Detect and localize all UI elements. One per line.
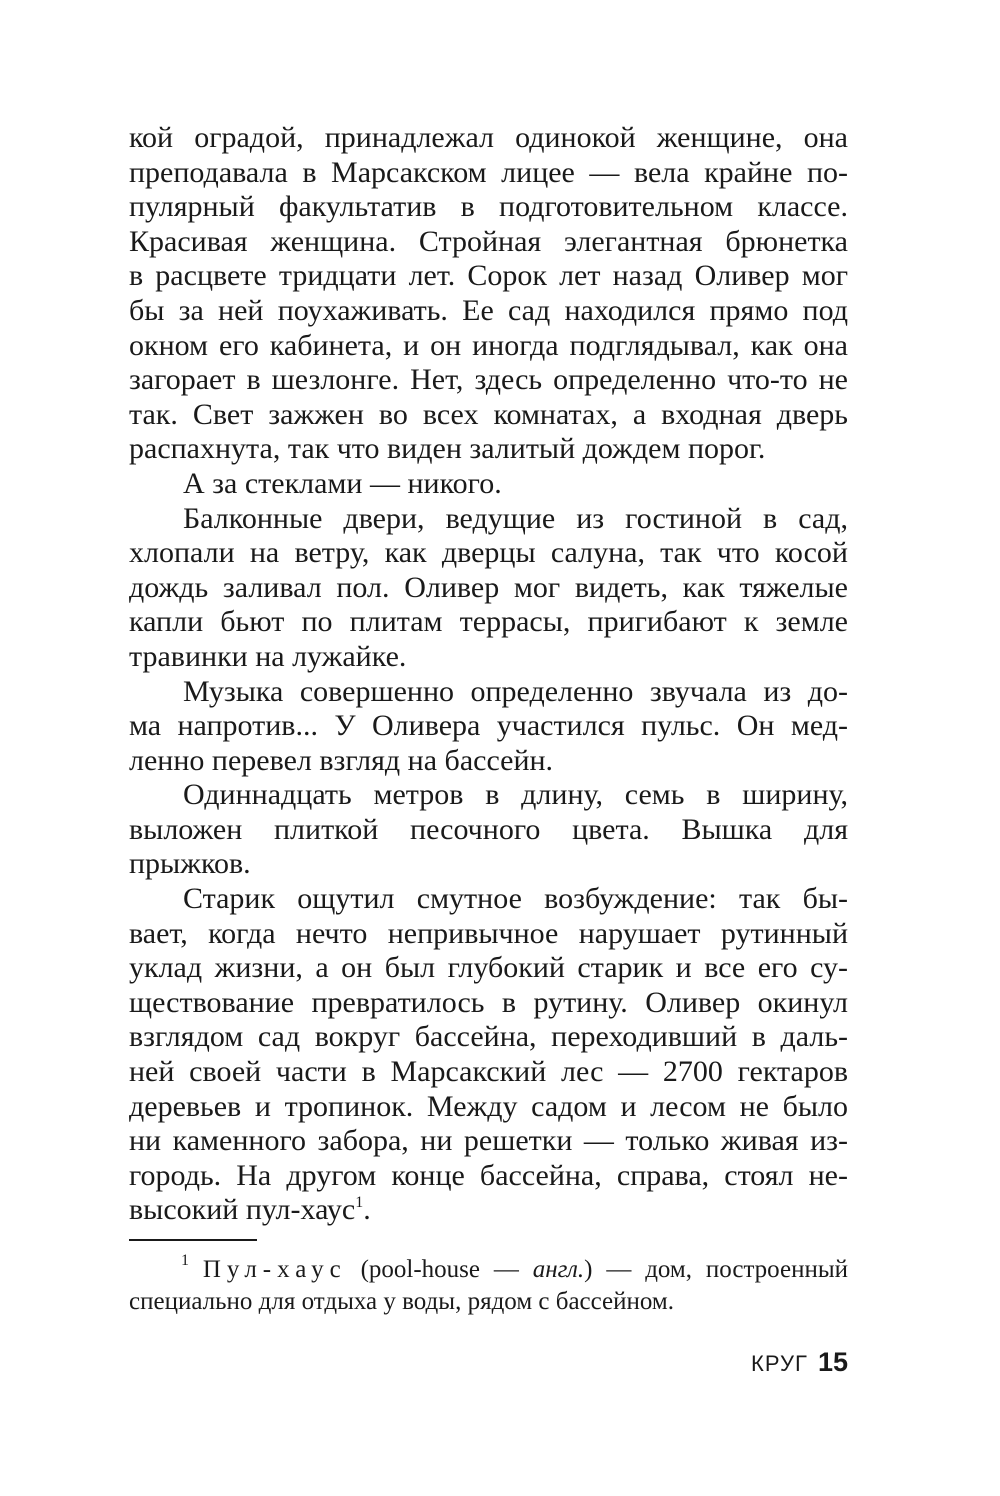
running-head: КРУГ bbox=[751, 1351, 808, 1376]
paragraph-start: Музыка совершенно определенно звучала из до- bbox=[183, 674, 848, 708]
text-line: ма напротив... У Оливера участился пульс. Он мед- bbox=[129, 709, 848, 743]
text-line: вает, когда нечто непривычное нарушает рутинный bbox=[129, 916, 848, 950]
paragraph-start: Балконные двери, ведущие из гостиной в сад, bbox=[183, 501, 848, 535]
text-line: уклад жизни, а он был глубокий старик и все его су- bbox=[129, 951, 848, 985]
footnote-reference[interactable]: 1 bbox=[355, 1194, 364, 1212]
text-line: бы за ней поухаживать. Ее сад находился прямо под bbox=[129, 293, 848, 327]
text-line: ществование превратилось в рутину. Оливер окинул bbox=[129, 985, 848, 1019]
footnote-text: ) — дом, построенный bbox=[584, 1256, 849, 1283]
text-line: прыжков. bbox=[129, 847, 251, 881]
text-line: ни каменного забора, ни решетки — только живая из- bbox=[129, 1124, 848, 1158]
text-line bbox=[129, 1193, 848, 1228]
text-line: травинки на лужайке. bbox=[129, 639, 407, 673]
text-line: Красивая женщина. Стройная элегантная брюнетка bbox=[129, 224, 848, 258]
footnote bbox=[129, 1254, 848, 1318]
text-line: загорает в шезлонге. Нет, здесь определенно что-то не bbox=[129, 363, 848, 397]
text-line-end: . bbox=[363, 1193, 371, 1227]
page-number: 15 bbox=[817, 1347, 848, 1377]
footnote-term: Пул-хаус bbox=[202, 1256, 347, 1283]
page-footer bbox=[751, 1347, 848, 1378]
text-line: дождь заливал пол. Оливер мог видеть, как тяжелые bbox=[129, 570, 848, 604]
footnote-text: (pool-house — bbox=[346, 1256, 533, 1283]
paragraph-start: А за стеклами — никого. bbox=[183, 466, 502, 500]
text-line-content: высокий пул-хаус bbox=[129, 1193, 356, 1227]
text-line: ней своей части в Марсакский лес — 2700 гектаров bbox=[129, 1055, 848, 1089]
text-line: хлопали на ветру, как дверцы салуна, так что косой bbox=[129, 536, 848, 570]
footnote-rule bbox=[129, 1239, 257, 1241]
text-line: преподавала в Марсакском лицее — вела крайне по- bbox=[129, 155, 848, 189]
paragraph-start: Одиннадцать метров в длину, семь в ширину, bbox=[183, 778, 848, 812]
footnote-language: англ. bbox=[532, 1256, 585, 1283]
paragraph-start: Старик ощутил смутное возбуждение: так бы- bbox=[183, 882, 848, 916]
text-line: распахнута, так что виден залитый дождем порог. bbox=[129, 432, 766, 466]
body-text bbox=[129, 121, 848, 1228]
text-line: окном его кабинета, и он иногда подглядывал, как она bbox=[129, 328, 848, 362]
text-line: так. Свет зажжен во всех комнатах, а входная дверь bbox=[129, 397, 848, 431]
text-line: пулярный факультатив в подготовительном классе. bbox=[129, 190, 848, 224]
footnote-marker: 1 bbox=[181, 1252, 189, 1269]
footnote-line bbox=[129, 1254, 848, 1286]
footnote-line: специально для отдыха у воды, рядом с бассейном. bbox=[129, 1288, 674, 1315]
text-line: кой оградой, принадлежал одинокой женщине, она bbox=[129, 121, 848, 154]
text-line: выложен плиткой песочного цвета. Вышка для bbox=[129, 812, 848, 846]
text-line: ленно перевел взгляд на бассейн. bbox=[129, 743, 554, 777]
text-line: взглядом сад вокруг бассейна, переходивший в даль- bbox=[129, 1020, 848, 1054]
text-line: в расцвете тридцати лет. Сорок лет назад Оливер мог bbox=[129, 259, 848, 293]
text-line: капли бьют по плитам террасы, пригибают к земле bbox=[129, 605, 848, 639]
text-line: деревьев и тропинок. Между садом и лесом не было bbox=[129, 1089, 848, 1123]
text-line: городь. На другом конце бассейна, справа, стоял не- bbox=[129, 1158, 848, 1192]
